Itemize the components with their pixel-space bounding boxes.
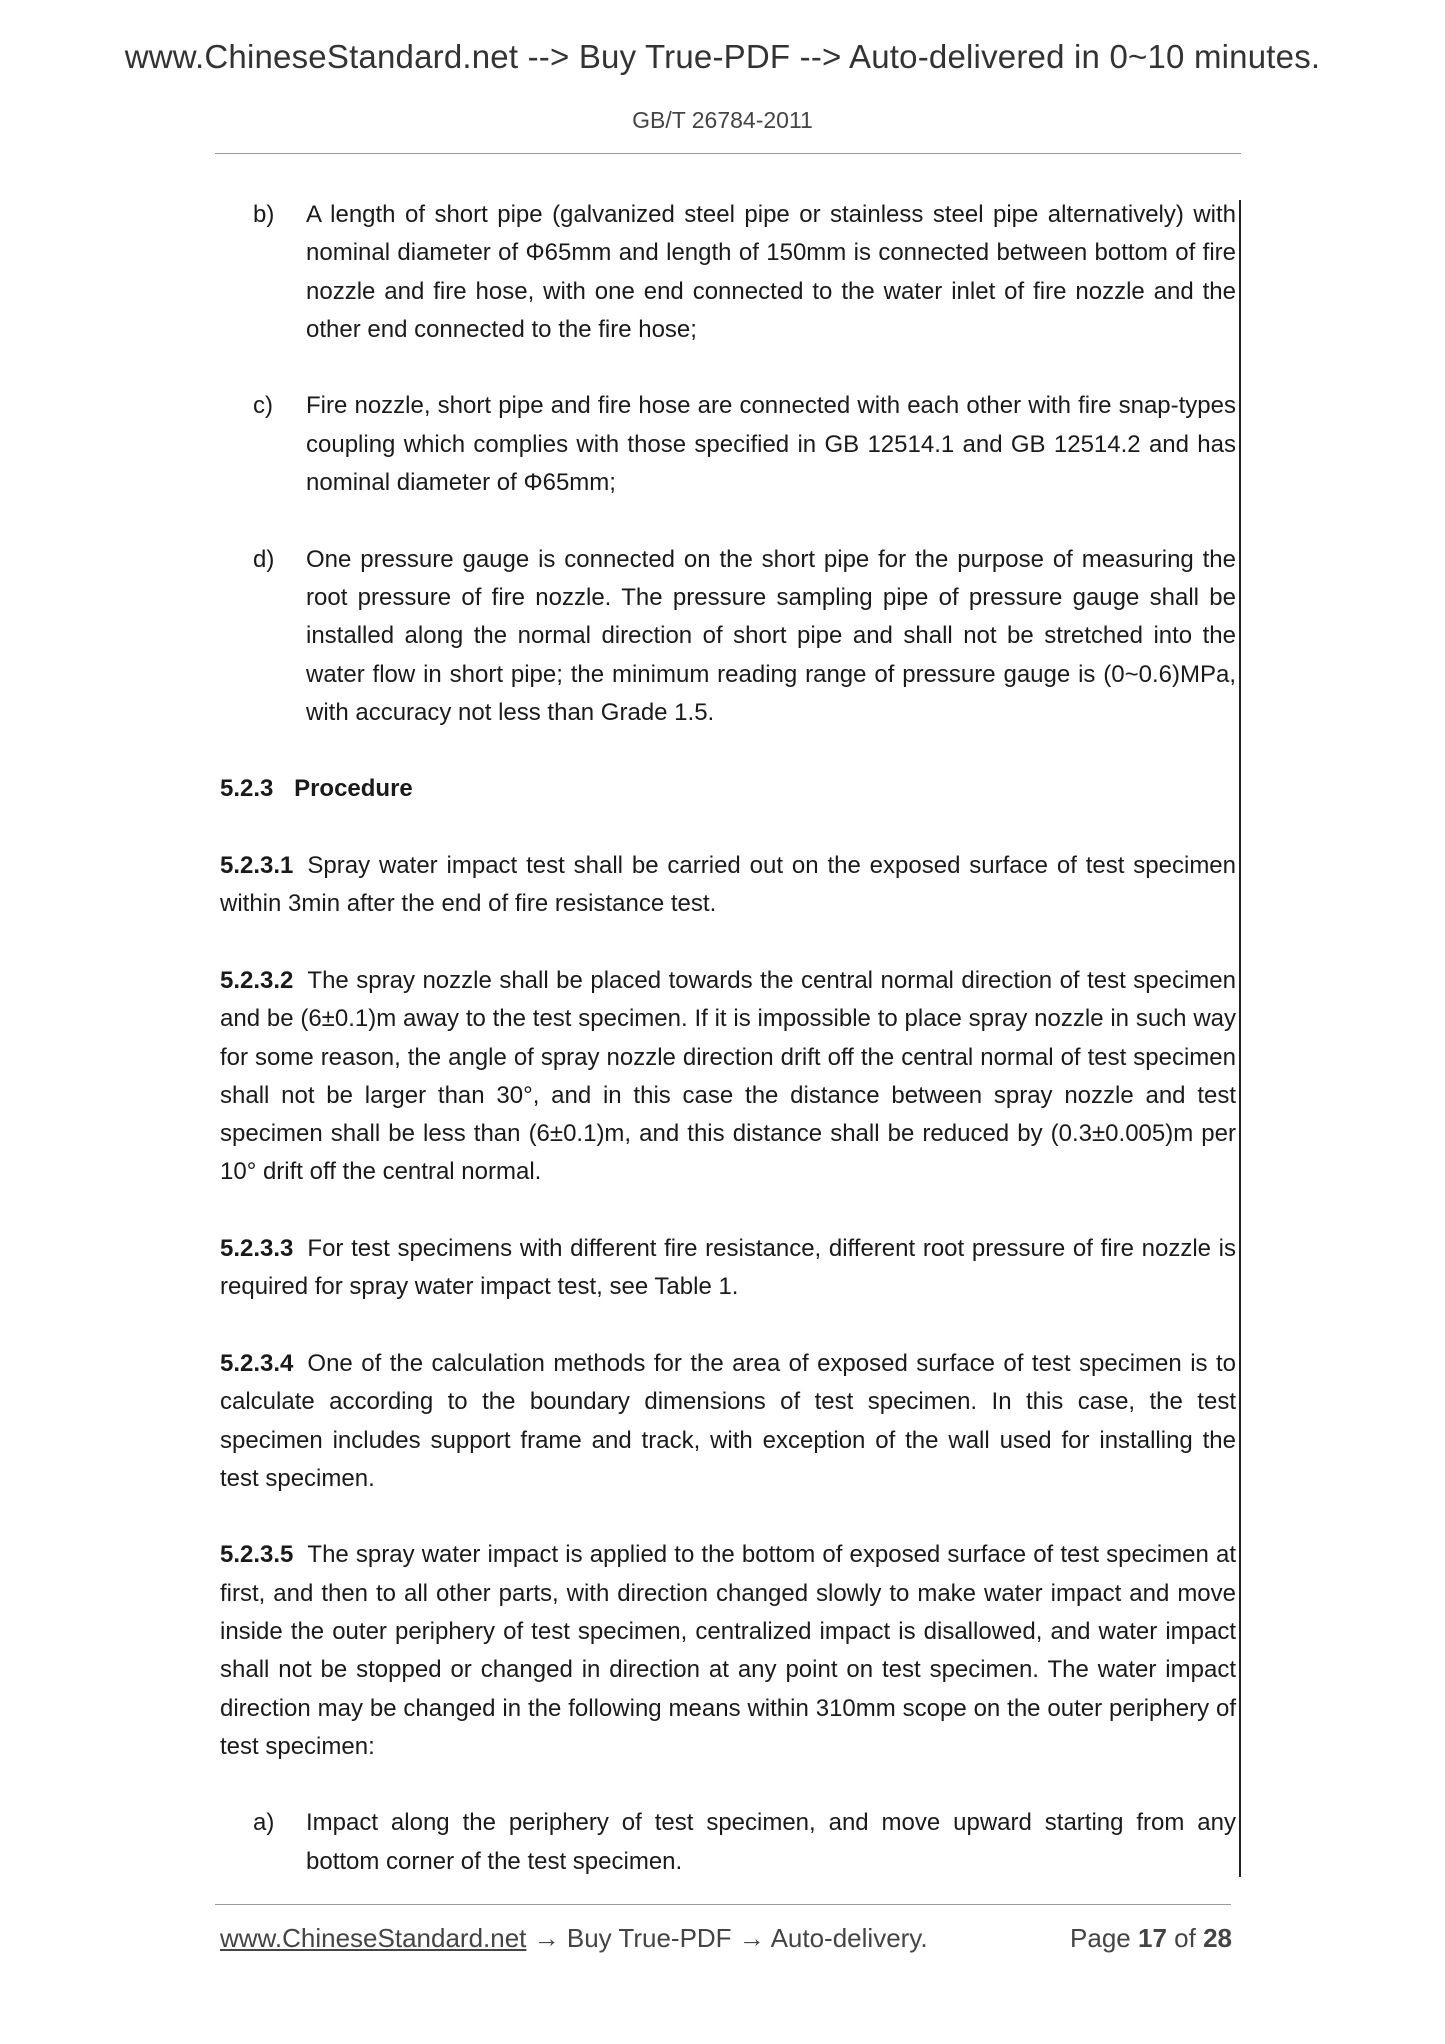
section-heading-5-2-3 (220, 770, 1236, 808)
paragraph-5-2-3-3 (220, 1230, 1236, 1307)
list-item-text: A length of short pipe (galvanized steel pipe or stainless steel pipe alternatively) with nominal diameter of Φ65mm and length of 150mm is connected between bottom of fire nozzle and fire hose, with one end connected to the water inlet of fire nozzle and the other end connected to the fire hose; (306, 201, 1236, 343)
list-marker: a) (253, 1809, 275, 1837)
paragraph-5-2-3-4 (220, 1345, 1236, 1498)
paragraph-5-2-3-5 (220, 1536, 1236, 1766)
document-code: GB/T 26784-2011 (632, 107, 813, 133)
clause-number: 5.2.3.4 (220, 1349, 294, 1377)
page-body (220, 196, 1236, 1881)
clause-text: The spray water impact is applied to the bottom of exposed surface of test specimen at first, and then to all other parts, with direction changed slowly to make water impact and move inside the outer periphery of test specimen, centralized impact is disallowed, and water impact shall not be stopped or changed in direction at any point on test specimen. The water impact direction may be changed in the following means within 310mm scope on the outer periphery of test specimen: (220, 1541, 1236, 1760)
page-indicator (1070, 1923, 1232, 1954)
clause-number: 5.2.3.1 (220, 852, 294, 880)
list-item-a (220, 1804, 1236, 1881)
section-number: 5.2.3 (220, 775, 274, 803)
list-item-text: Impact along the periphery of test specimen, and move upward starting from any bottom corner of the test specimen. (306, 1809, 1236, 1875)
page-of: of (1174, 1923, 1196, 1953)
footer-site-link[interactable]: www.ChineseStandard.net (220, 1923, 527, 1953)
section-title: Procedure (294, 775, 413, 803)
paragraph-5-2-3-2 (220, 962, 1236, 1192)
list-item-text: Fire nozzle, short pipe and fire hose are connected with each other with fire snap-types coupling which complies with those specified in GB 12514.1 and GB 12514.2 and has nominal diameter of Φ65mm; (306, 392, 1236, 497)
clause-number: 5.2.3.3 (220, 1235, 294, 1263)
change-bar (1239, 200, 1241, 1877)
list-marker: d) (253, 545, 275, 573)
list-marker: b) (253, 201, 275, 228)
list-item-c (220, 387, 1236, 502)
footer-divider (215, 1904, 1231, 1905)
list-item-d (220, 541, 1236, 732)
clause-number: 5.2.3.2 (220, 966, 294, 994)
top-banner: www.ChineseStandard.net --> Buy True-PDF --> Auto-delivered in 0~10 minutes. (124, 38, 1321, 75)
list-item-text: One pressure gauge is connected on the short pipe for the purpose of measuring the root pressure of fire nozzle. The pressure sampling pipe of pressure gauge shall be installed along the normal direction of short pipe and shall not be stretched into the water flow in short pipe; the minimum reading range of pressure gauge is (0~0.6)MPa, with accuracy not less than Grade 1.5. (306, 545, 1236, 726)
clause-text: The spray nozzle shall be placed towards the central normal direction of test specimen and be (6±0.1)m away to the test specimen. If it is impossible to place spray nozzle in such way for some reason, the angle of spray nozzle direction drift off the central normal of test specimen shall not be larger than 30°, and in this case the distance between spray nozzle and test specimen shall be less than (6±0.1)m, and this distance shall be reduced by (0.3±0.005)m per 10° drift off the central normal. (220, 966, 1236, 1186)
page-total: 28 (1203, 1923, 1232, 1953)
page-footer (220, 1923, 1232, 1954)
header-divider (215, 153, 1241, 154)
page-label: Page (1070, 1923, 1131, 1953)
footer-tagline: → Buy True-PDF → Auto-delivery. (526, 1923, 928, 1953)
clause-text: One of the calculation methods for the area of exposed surface of test specimen is to calculate according to the boundary dimensions of test specimen. In this case, the test specimen includes support frame and track, with exception of the wall used for installing the test specimen. (220, 1349, 1236, 1492)
list-item-b (220, 196, 1236, 349)
clause-text: Spray water impact test shall be carried out on the exposed surface of test specimen within 3min after the end of fire resistance test. (220, 852, 1236, 918)
paragraph-5-2-3-1 (220, 847, 1236, 924)
clause-number: 5.2.3.5 (220, 1541, 294, 1569)
page-current: 17 (1138, 1923, 1167, 1953)
list-marker: c) (253, 392, 273, 420)
clause-text: For test specimens with different fire resistance, different root pressure of fire nozzle is required for spray water impact test, see Table 1. (220, 1235, 1236, 1301)
